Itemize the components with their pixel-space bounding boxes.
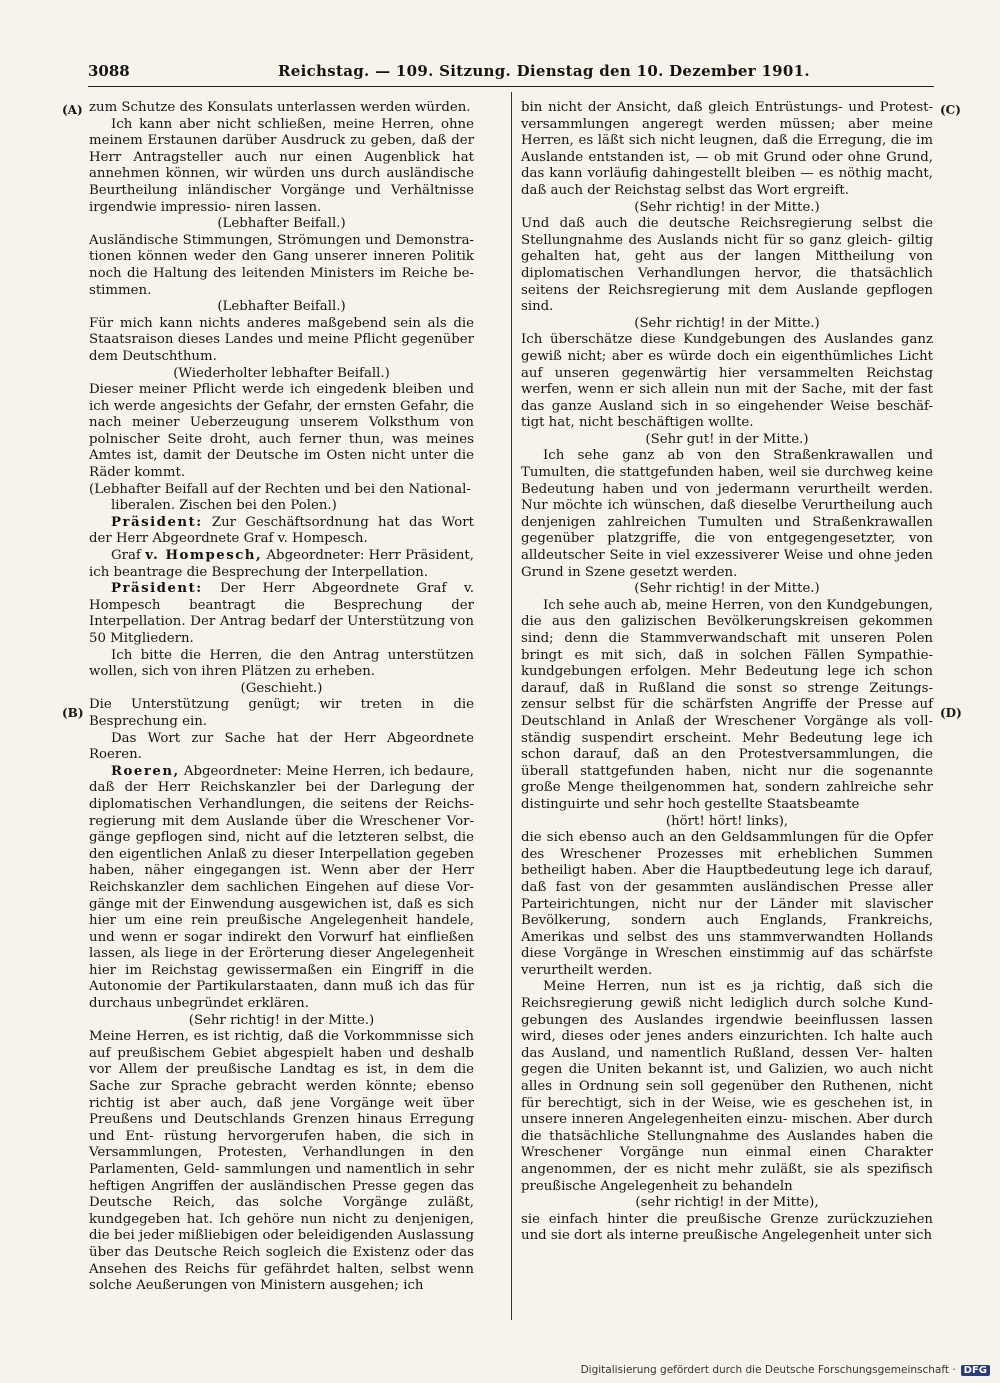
paragraph-text: Und daß auch die deutsche Reichsregierung selbst die Stellungnahme des Auslands nicht für so ganz gleich- giltig gehalten hat, geht aus der langen Mittheilung von diplomatischen Verhandlungen hervor, die thatsächlich seitens der Reichsregierung mit dem Auslande gepflogen sind. [521,216,933,315]
paragraph-text: Ich kann aber nicht schließen, meine Herren, ohne meinem Erstaunen darüber Ausdruck zu geben, daß der Herr Antragsteller auch nur einen Augenblick hat annehmen können, wir würden uns durch ausländische Beurtheilung inländischer Vorgänge und Verhältnisse irgendwie impressio- niren lassen. [89,116,474,215]
interjection [521,200,933,217]
paragraph [521,448,933,581]
right-column [521,100,933,1245]
paragraph-text: (hört! hört! links), [665,813,789,829]
paragraph-text: Meine Herren, es ist richtig, daß die Vorkommnisse sich auf preußischem Gebiet abgespielt haben und deshalb vor Allem der preußische Landtag es ist, in dem die Sache zur Sprache gebracht werden könnte; ebenso richtig ist aber auch, daß jene Vorgänge weit über Preußens und Deutschlands Grenzen hinaus Erregung und Ent- rüstung hervorgerufen haben, die sich in Versammlungen, Protesten, Verhandlungen in den Parlamenten, Geld- sammlungen und namentlich in sehr heftigen Angriffen der ausländischen Presse gegen das Deutsche Reich, das solche Vorgänge zuläßt, kundgegeben hat. Ich gehöre nun nicht zu denjenigen, die bei jeder mißliebigen oder beleidigenden Auslassung über das Deutsche Reich sogleich die Existenz oder das Ansehen des Reichs für gefährdet halten, selbst wenn solche Aeußerungen von Ministern ausgehen; ich [89,1029,474,1294]
paragraph-text: Das Wort zur Sache hat der Herr Abgeordnete Roeren. [89,730,474,763]
paragraph-text: Der Herr Abgeordnete Graf v. Hompesch beantragt die Besprechung der Interpellation. Der Antrag bedarf der Unterstützung von 50 Mitgliedern. [89,581,474,646]
paragraph [89,482,474,515]
paragraph-text: bin nicht der Ansicht, daß gleich Entrüstungs- und Protest- versammlungen angeregt werden müssen; aber meine Herren, es läßt sich nicht leugnen, daß die Erregung, die im Auslande entstanden ist, — ob mit Grund oder ohne Grund, das kann vorläufig dahingestellt bleiben — es nöthig macht, daß auch der Reichstag selbst das Wort ergreift. [521,100,933,198]
paragraph-text: Ich bitte die Herren, die den Antrag unterstützen wollen, sich von ihren Plätzen zu erheben. [89,647,474,680]
interjection [521,581,933,598]
paragraph [521,216,933,316]
paragraph [89,117,474,217]
paragraph-text: (Sehr richtig! in der Mitte.) [634,581,820,597]
interjection [521,432,933,449]
margin-marker-a: (A) [62,103,83,117]
paragraph [521,1212,933,1245]
paragraph [521,100,933,200]
column-divider [511,92,512,1320]
paragraph-text: (Lebhafter Beifall.) [217,299,346,315]
paragraph [89,316,474,366]
margin-marker-b: (B) [62,706,84,720]
paragraph [89,548,474,581]
paragraph-text: Ausländische Stimmungen, Strömungen und Demonstra- tionen können weder den Gang unserer inneren Politik noch die Haltung des leitenden Ministers im Reiche be- stimmen. [89,232,474,298]
paragraph-text: Für mich kann nichts anderes maßgebend sein als die Staatsraison dieses Landes und meine Pflicht gegenüber dem Deutschthum. [89,315,474,364]
paragraph [89,515,474,548]
paragraph-text: (Sehr richtig! in der Mitte.) [634,199,820,215]
paragraph-text: (sehr richtig! in der Mitte), [635,1195,819,1211]
interjection [521,316,933,333]
paragraph-text: Abgeordneter: Meine Herren, ich bedaure, daß der Herr Reichskanzler bei der Darlegung der diplomatischen Verhandlungen, die seitens der Reichs- regierung mit dem Auslande über die Wreschener Vor- gänge gepflogen sind, nicht auf die letzteren selbst, die den eigentlichen Anlaß zu dieser Interpellation gegeben haben, näher eingegangen ist. Wenn aber der Herr Reichskanzler dem sachlichen Eingehen auf diese Vor- gänge mit der Einwendung ausgewichen ist, daß es sich hier um eine rein preußische Angelegenheit handele, und wenn er sogar indirekt den Vorwurf hat einfließen lassen, als liege in der Erörterung dieser Angelegenheit hier im Reichstag gewissermaßen ein Eingriff in die Autonomie der Partikularstaaten, dann muß ich das für durchaus unbegründet erklären. [89,763,474,1012]
paragraph-text: Die Unterstützung genügt; wir treten in die Besprechung ein. [89,697,474,729]
paragraph [89,648,474,681]
dfg-logo: DFG [961,1365,990,1376]
paragraph [89,731,474,764]
paragraph [89,697,474,730]
paragraph [89,382,474,482]
paragraph-text: (Lebhafter Beifall.) [217,216,346,232]
paragraph-text: Abgeordneter: Herr Präsident, ich beantrage die Besprechung der Interpellation. [89,548,475,580]
paragraph [521,830,933,979]
speaker-name: Roeren, [111,763,180,779]
header-title: Reichstag. — 109. Sitzung. Dienstag den 10. Dezember 1901. [278,62,810,80]
paragraph-text: (Sehr richtig! in der Mitte.) [634,315,820,331]
interjection [89,299,474,316]
footer-credit [580,1364,990,1376]
paragraph-text: (Sehr gut! in der Mitte.) [645,431,809,447]
interjection [521,814,933,831]
speaker-name: Präsident: [111,514,203,530]
speaker-name: v. Hompesch, [145,548,263,564]
header-rule [88,86,934,87]
paragraph [521,598,933,814]
paragraph-text: die sich ebenso auch an den Geldsammlungen für die Opfer des Wreschener Prozesses mit erheblichen Summen betheiligt haben. Aber die Hauptbedeutung lege ich darauf, daß fast von der gesammten ausländischen Presse aller Parteirichtungen, nicht nur der Länder mit slavischer Bevölkerung, sondern auch Englands, Frankreichs, Amerikas und selbst des uns stammverwandten Hollands diese Vorgänge in Wreschen einstimmig auf das schärfste verurtheilt werden. [521,830,933,978]
paragraph-text: (Sehr richtig! in der Mitte.) [188,1012,375,1028]
paragraph-text: Ich überschätze diese Kundgebungen des Auslandes ganz gewiß nicht; aber es würde doch ein eigenthümliches Licht auf unseren gegenwärtig hier versammelten Reichstag werfen, wenn er sich allein nun mit der Sache, mit der fast das ganze Ausland sich in so eingehender Weise beschäf- tigt hat, nicht beschäftigen wollte. [521,332,933,431]
interjection [89,681,474,698]
interjection [521,1195,933,1212]
paragraph [89,581,474,647]
paragraph-text: Ich sehe auch ab, meine Herren, von den Kundgebungen, die aus den galizischen Bevölkerungskreisen gekommen sind; denn die Stammverwandschaft mit unseren Polen bringt es mit sich, daß in solchen Fällen Sympathie- kundgebungen erfolgen. Mehr Bedeutung lege ich schon darauf, daß in Rußland die sonst so strenge Zeitungs- zensur selbst für die schärfsten Angriffe der Presse auf Deutschland in Anlaß der Wreschener Vorgänge als voll- ständig suspendirt erscheint. Mehr Bedeutung lege ich schon darauf, daß an den Protestversammlungen, die überall stattgefunden haben, nicht nur die sogenannte große Menge theilgenommen hat, sondern zahlreiche sehr distinguirte und sehr hoch gestellte Staatsbeamte [521,597,933,812]
paragraph-text: zum Schutze des Konsulats unterlassen werden würden. [89,100,471,115]
paragraph [89,1029,474,1295]
paragraph [89,233,474,299]
paragraph [521,979,933,1195]
paragraph [89,764,474,1013]
footer-text: Digitalisierung gefördert durch die Deutsche Forschungsgemeinschaft · [580,1364,956,1376]
page-number: 3088 [88,62,130,80]
paragraph-text: Ich sehe ganz ab von den Straßenkrawallen und Tumulten, die stattgefunden haben, weil sie durchweg keine Bedeutung haben und von jedermann verurtheilt werden. Nur möchte ich wünschen, daß dieselbe Verurtheilung auch denjenigen zahlreichen Tumulten und Straßenkrawallen gegenüber platzgriffe, die von entgegengesetzter, von alldeutscher Seite in viel exzessiverer Weise und ohne jeden Grund in Szene gesetzt werden. [521,448,933,580]
paragraph [89,100,474,117]
running-header [88,60,928,82]
margin-marker-d: (D) [940,706,962,720]
paragraph-text: Meine Herren, nun ist es ja richtig, daß sich die Reichsregierung gewiß nicht lediglich durch solche Kund- gebungen des Auslandes irgendwie beeinflussen lassen wird, dieses oder jenes anders einzurichten. Ich halte auch das Ausland, und namentlich Rußland, dessen Ver- halten gegen die Uniten bekannt ist, und Galizien, wo auch nicht alles in Ordnung sein soll gegenüber den Ruthenen, nicht für berechtigt, sich in der Weise, wie es geschehen ist, in unsere inneren Angelegenheiten einzu- mischen. Aber durch die thatsächliche Stellungnahme des Auslandes haben die Wreschener Vorgänge nun einmal einen Charakter angenommen, der es nicht mehr zuläßt, sie als spezifisch preußische Angelegenheit zu behandeln [521,979,933,1194]
paragraph-text: (Geschieht.) [240,680,323,696]
interjection [89,366,474,383]
paragraph-text: (Lebhafter Beifall auf der Rechten und bei den National- liberalen. Zischen bei den Polen.) [89,481,471,514]
speaker-name: Präsident: [111,581,203,597]
interjection [89,1013,474,1030]
margin-marker-c: (C) [940,103,961,117]
paragraph-text: Zur Geschäftsordnung hat das Wort der Herr Abgeordnete Graf v. Hompesch. [89,514,474,547]
paragraph-text: sie einfach hinter die preußische Grenze zurückzuziehen und sie dort als interne preußische Angelegenheit unter sich [521,1211,933,1244]
paragraph-text: (Wiederholter lebhafter Beifall.) [173,365,390,381]
speaker-prefix: Graf [111,548,146,564]
paragraph [521,332,933,432]
interjection [89,216,474,233]
left-column [89,100,474,1295]
paragraph-text: Dieser meiner Pflicht werde ich eingedenk bleiben und ich werde angesichts der Gefahr, der ernsten Gefahr, die nach meiner Ueberzeugung unserem Volksthum von polnischer Seite droht, auch ferner thun, was meines Amtes ist, damit der Deutsche im Osten nicht unter die Räder kommt. [89,382,474,481]
